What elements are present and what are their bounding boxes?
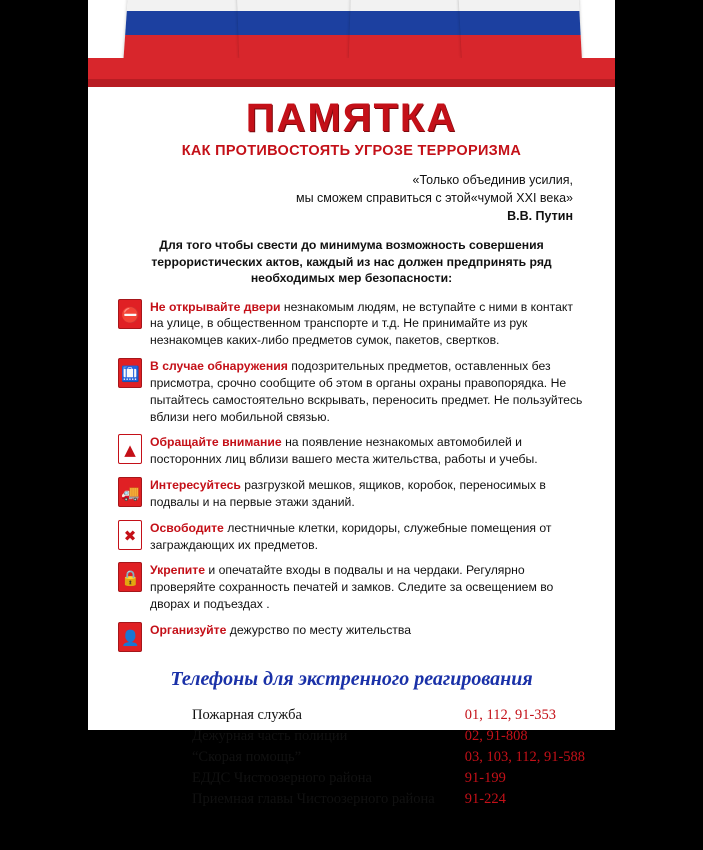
- rule-body: на появление незнакомых автомобилей и посторонних лиц вблизи вашего места жительства, работы и учебы.: [150, 435, 538, 467]
- rule-body: подозрительных предметов, оставленных без присмотра, срочно сообщите об этом в органы охраны правопорядка. Не пытайтесь самостоятельно вскрывать, переносить предмет. Не пользуйтесь вблизи него мобильной связью.: [150, 359, 583, 424]
- rule-item: [118, 622, 585, 652]
- flag-stripe-red: [349, 35, 470, 60]
- rule-text: [150, 358, 585, 425]
- rule-item: [118, 562, 585, 612]
- flag-stripe-white: [350, 0, 471, 11]
- rule-item: [118, 299, 585, 349]
- clear-stairs-icon: ✖: [118, 520, 142, 550]
- rule-item: [118, 434, 585, 468]
- flag-stripe-white: [127, 0, 249, 11]
- flag-ribbon-1: [123, 0, 248, 60]
- phone-label: Пожарная служба: [192, 706, 302, 723]
- rule-body: лестничные клетки, коридоры, служебные помещения от заграждающих их предметов.: [150, 520, 552, 552]
- phone-number: 02, 91-808: [464, 727, 528, 744]
- rule-text: [150, 434, 585, 468]
- poster-sheet: [88, 0, 615, 807]
- table-row: [192, 789, 585, 810]
- flag-stripe-white: [237, 0, 358, 11]
- cargo-truck-icon: 🚚: [118, 477, 142, 507]
- rule-text: [150, 622, 585, 639]
- flag-stripe-white: [458, 0, 579, 11]
- neighborhood-watch-icon: 👤: [118, 622, 142, 652]
- rule-text: [150, 299, 585, 349]
- rule-highlight: Укрепите: [150, 563, 206, 578]
- rule-item: [118, 477, 585, 511]
- table-row: [192, 747, 585, 768]
- flag-stripe-blue: [459, 11, 580, 36]
- page-title: ПАМЯТКА: [245, 96, 458, 140]
- phone-label: Приемная главы Чистоозерного района: [192, 790, 435, 807]
- rule-text: [150, 520, 585, 554]
- rule-item: [118, 358, 585, 425]
- rule-text: [150, 477, 585, 511]
- emergency-phones-title: Телефоны для экстренного реагирования: [170, 667, 533, 690]
- flag-stripe-blue: [125, 11, 247, 36]
- phone-number: 91-199: [464, 769, 506, 786]
- flag-stripe-blue: [350, 11, 471, 36]
- page-subtitle: КАК ПРОТИВОСТОЯТЬ УГРОЗЕ ТЕРРОРИЗМА: [181, 143, 522, 159]
- flag-stripe-red: [238, 35, 359, 60]
- phone-label: “Скорая помощь”: [192, 748, 302, 765]
- rule-highlight: В случае обнаружения: [150, 359, 288, 374]
- quote-author: В.В. Путин: [507, 209, 573, 224]
- phone-label: ЕДДС Чистоозерного района: [192, 769, 372, 786]
- flag-stripe-red: [461, 35, 582, 60]
- rule-highlight: Организуйте: [150, 622, 227, 637]
- phone-number: 91-224: [464, 790, 506, 807]
- quote-line-2: мы сможем справиться с этой«чумой XXI века»: [295, 191, 573, 206]
- flag-ribbon-4: [458, 0, 582, 60]
- flag-ribbon-3: [349, 0, 472, 60]
- suspicious-package-icon: 🛄: [118, 358, 142, 388]
- quote-line-1: «Только объединив усилия,: [412, 173, 573, 187]
- rule-body: разгрузкой мешков, ящиков, коробок, переносимых в подвалы и на первые этажи зданий.: [150, 478, 546, 509]
- phone-number: 01, 112, 91-353: [464, 706, 557, 723]
- red-divider-bar: [88, 58, 615, 80]
- rule-highlight: Обращайте внимание: [150, 435, 282, 450]
- table-row: [192, 705, 585, 726]
- lead-paragraph: Для того чтобы свести до минимума возможность совершения террористических актов, каждый из нас должен предпринять ряд необходимых мер безопасности:: [151, 238, 552, 286]
- flag-stripe-red: [123, 35, 245, 60]
- rule-text: [150, 562, 585, 612]
- phone-label: Дежурная часть полиции: [192, 727, 348, 744]
- emergency-phones-table: [192, 705, 585, 810]
- table-row: [192, 768, 585, 789]
- rule-highlight: Освободите: [150, 520, 224, 535]
- rule-body: и опечатайте входы в подвалы и на чердаки. Регулярно проверяйте сохранность печатей и замков. Следите за освещением во дворах и подъездах .: [150, 563, 554, 612]
- flag-stripe-blue: [238, 11, 359, 36]
- rule-highlight: Интересуйтесь: [150, 478, 241, 493]
- attention-eye-icon: ▲: [118, 434, 142, 464]
- table-row: [192, 726, 585, 747]
- flag-banner: [88, 0, 615, 78]
- phone-number: 03, 103, 112, 91-588: [464, 748, 586, 765]
- rules-list: [118, 299, 585, 652]
- poster-content: [88, 96, 615, 850]
- rule-body: незнакомым людям, не вступайте с ними в контакт на улице, в общественном транспорте и т.д. Не принимайте из рук незнакомцев каких-либо предметов сумок, пакетов, свертков.: [150, 299, 573, 348]
- no-entry-door-icon: ⛔: [118, 299, 142, 329]
- rule-body: дежурство по месту жительства: [226, 622, 411, 637]
- locked-door-icon: 🔒: [118, 562, 142, 592]
- flag-ribbon-2: [237, 0, 360, 60]
- rule-item: [118, 520, 585, 554]
- bottom-spacer: [116, 810, 587, 850]
- rule-highlight: Не открывайте двери: [150, 299, 281, 314]
